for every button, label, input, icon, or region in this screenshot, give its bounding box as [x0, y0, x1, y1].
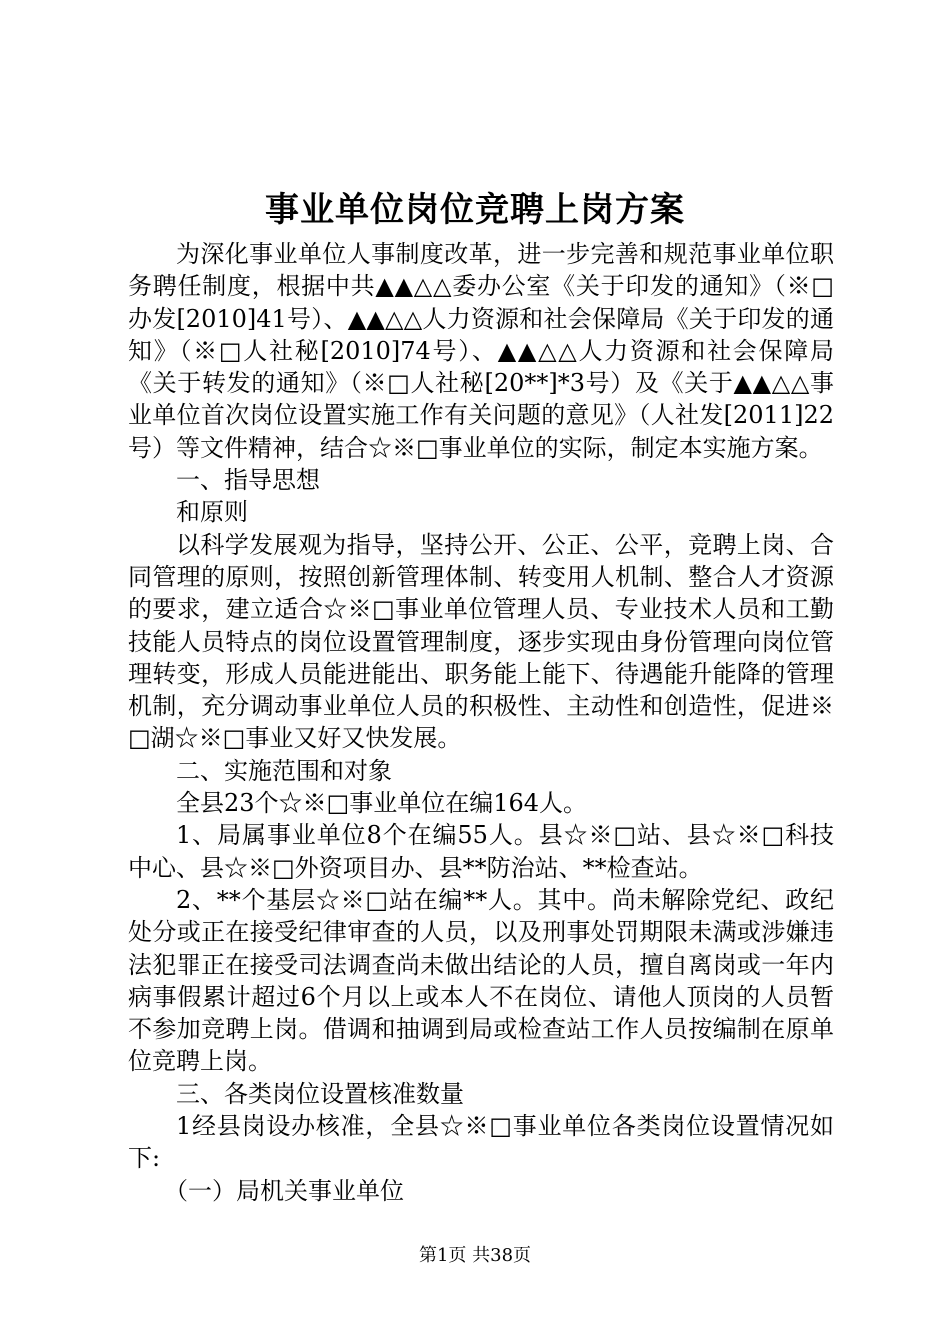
document-body: [128, 238, 834, 1207]
subheading-bureau-units: （一）局机关事业单位: [164, 1176, 404, 1205]
paragraph-scope-item-2: 2、**个基层☆※□站在编**人。其中。尚未解除党纪、政纪处分或正在接受纪律审查的人员，以及刑事处罚期限未满或涉嫌违法犯罪正在接受司法调查尚未做出结论的人员，擅自离岗或一年内病事假累计超过6个月以上或本人不在岗位、请他人顶岗的人员暂不参加竞聘上岗。借调和抽调到局或检查站工作人员按编制在原单位竞聘上岗。: [128, 885, 834, 1076]
paragraph-scope-item-1: 1、局属事业单位8个在编55人。县☆※□站、县☆※□科技中心、县☆※□外资项目办、县**防治站、**检查站。: [128, 821, 834, 882]
heading-scope: 二、实施范围和对象: [176, 756, 392, 785]
page-number-footer: 第1页 共38页: [418, 1245, 532, 1266]
heading-post-quota: 三、各类岗位设置核准数量: [176, 1079, 464, 1108]
paragraph-intro: 为深化事业单位人事制度改革，进一步完善和规范事业单位职务聘任制度，根据中共▲▲△△委办公室《关于印发的通知》（※□办发[2010]41号）、▲▲△△人力资源和社会保障局《关于印发的通知》（※□人社秘[2010]74号）、▲▲△△人力资源和社会保障局《关于转发的通知》（※□人社秘[20**]*3号）及《关于▲▲△△事业单位首次岗位设置实施工作有关问题的意见》（人社发[2011]22号）等文件精神，结合☆※□事业单位的实际，制定本实施方案。: [128, 240, 834, 462]
heading-principles: 和原则: [176, 498, 248, 527]
paragraph-scope-total: 全县23个☆※□事业单位在编164人。: [176, 789, 588, 818]
paragraph-guiding: 以科学发展观为指导，坚持公开、公正、公平，竞聘上岗、合同管理的原则，按照创新管理体制、转变用人机制、整合人才资源的要求，建立适合☆※□事业单位管理人员、专业技术人员和工勤技能人员特点的岗位设置管理制度，逐步实现由身份管理向岗位管理转变，形成人员能进能出、职务能上能下、待遇能升能降的管理机制，充分调动事业单位人员的积极性、主动性和创造性，促进※□湖☆※□事业又好又快发展。: [128, 530, 834, 753]
paragraph-post-quota: 1经县岗设办核准，全县☆※□事业单位各类岗位设置情况如下:: [128, 1112, 834, 1173]
heading-guiding-thought: 一、指导思想: [176, 466, 320, 495]
document-title: 事业单位岗位竞聘上岗方案: [265, 190, 685, 230]
